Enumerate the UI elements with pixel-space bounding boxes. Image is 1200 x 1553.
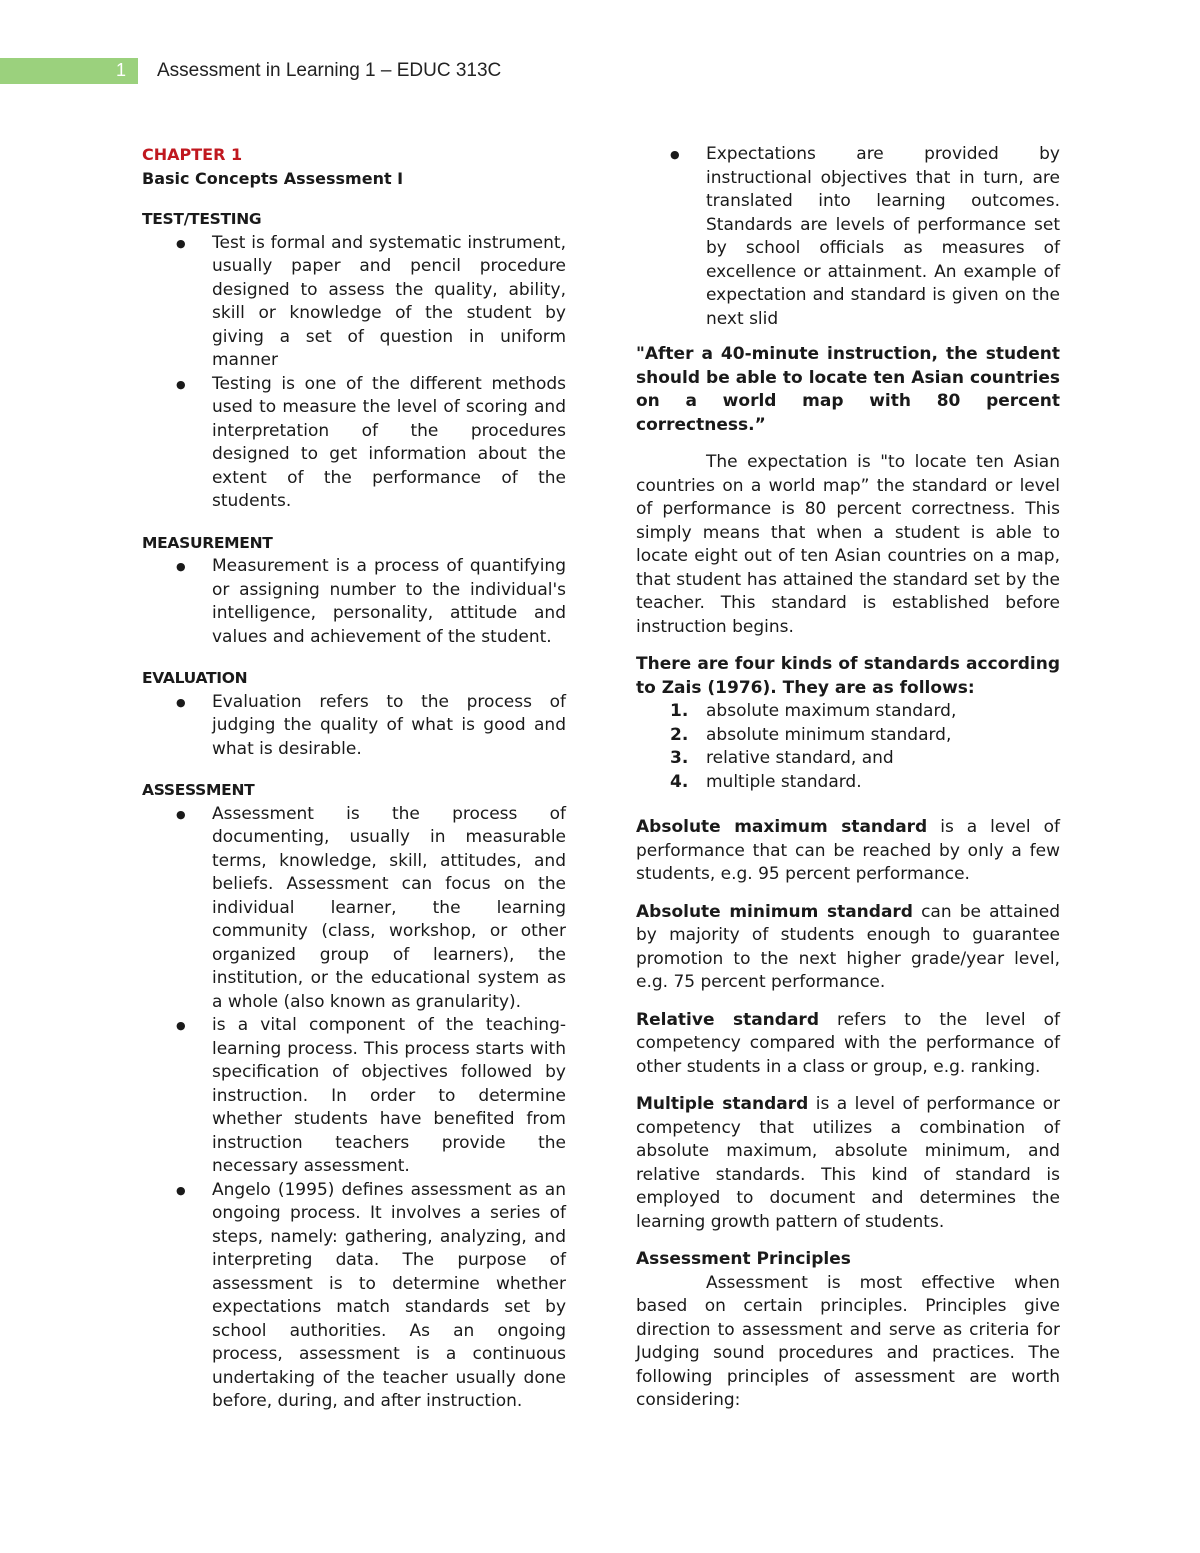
explanation-paragraph: The expectation is "to locate ten Asian countries on a world map” the standard or level of performance is 80 percent correctness. This simply means that when a student is able to locate eight out of ten Asian countries on a map, that student has attained the standard set by the teacher. This standard is established before instruction begins. (636, 452, 1060, 637)
expectation-list (636, 143, 1060, 331)
list-item: ● Measurement is a process of quantifying or assigning number to the individual's intelligence, personality, attitude and values and achievement of the student. (142, 555, 566, 649)
principles-paragraph: Assessment is most effective when based on certain principles. Principles give direction to assessment and serve as criteria for Judging sound procedures and practices. The following principles of assessment are worth considering: (636, 1272, 1060, 1410)
chapter-label: CHAPTER 1 (142, 145, 243, 164)
example-quote: "After a 40-minute instruction, the student should be able to locate ten Asian countries on a world map with 80 percent correctness.” (636, 344, 1060, 435)
list-item: ● Expectations are provided by instructional objectives that in turn, are translated into learning outcomes. Standards are levels of performance set by school officials as measures of excellence or attainment. An example of expectation and standard is given on the next slid (636, 143, 1060, 331)
list-item: ● Test is formal and systematic instrument, usually paper and pencil procedure designed to assess the quality, ability, skill or knowledge of the student by giving a set of question in uniform manner (142, 232, 566, 373)
list-item: ● is a vital component of the teaching-learning process. This process starts with specification of objectives followed by instruction. In order to determine whether students have benefited from instruction teachers provide the necessary assessment. (142, 1014, 566, 1179)
list-item: ● Angelo (1995) defines assessment as an ongoing process. It involves a series of steps, namely: gathering, analyzing, and interpreting data. The purpose of assessment is to determine whether expectations match standards set by school authorities. As an ongoing process, assessment is a continuous undertaking of the teacher usually done before, during, and after instruction. (142, 1179, 566, 1414)
list-item: 4. multiple standard. (670, 771, 862, 792)
evaluation-heading: EVALUATION (142, 669, 248, 687)
header-title: Assessment in Learning 1 – EDUC 313C (157, 60, 502, 81)
kinds-list (636, 700, 1060, 794)
list-item: 1. absolute maximum standard, (670, 701, 957, 721)
abs-min-paragraph: Absolute minimum standard can be attained by majority of students enough to guarantee promotion to the next higher grade/year level, e.g. 75 percent performance. (636, 901, 1060, 992)
left-column (142, 143, 566, 1414)
test-list (142, 232, 566, 514)
list-item: ● Assessment is the process of documenting, usually in measurable terms, knowledge, skill, attitudes, and beliefs. Assessment can focus on the individual learner, the learning community (class, workshop, or other organized group of learners), the institution, or the educational system as a whole (also known as granularity). (142, 803, 566, 1015)
evaluation-list (142, 691, 566, 762)
measurement-list (142, 555, 566, 649)
list-item: 3. relative standard, and (670, 748, 894, 768)
list-item: 2. absolute minimum standard, (670, 724, 952, 745)
chapter-subtitle: Basic Concepts Assessment I (142, 168, 404, 188)
right-column (636, 143, 1060, 1413)
multiple-paragraph: Multiple standard is a level of performance or competency that utilizes a combination of absolute maximum, absolute minimum, and relative standards. This kind of standard is employed to document and determines the learning growth pattern of students. (636, 1094, 1060, 1232)
list-item: ● Evaluation refers to the process of judging the quality of what is good and what is desirable. (142, 691, 566, 762)
kinds-heading: There are four kinds of standards according to Zais (1976). They are as follows: (636, 654, 1060, 698)
principles-heading: Assessment Principles (636, 1249, 851, 1269)
relative-paragraph: Relative standard refers to the level of competency compared with the performance of other students in a class or group, e.g. ranking. (636, 1009, 1060, 1077)
assessment-list (142, 803, 566, 1414)
page-number: 1 (116, 60, 127, 80)
test-heading: TEST/TESTING (142, 210, 262, 228)
measurement-heading: MEASUREMENT (142, 533, 273, 552)
abs-max-paragraph: Absolute maximum standard is a level of performance that can be reached by only a few students, e.g. 95 percent performance. (636, 817, 1060, 884)
assessment-heading: ASSESSMENT (142, 781, 255, 799)
list-item: ● Testing is one of the different methods used to measure the level of scoring and interpretation of the procedures designed to get information about the extent of the performance of the students. (142, 373, 566, 514)
